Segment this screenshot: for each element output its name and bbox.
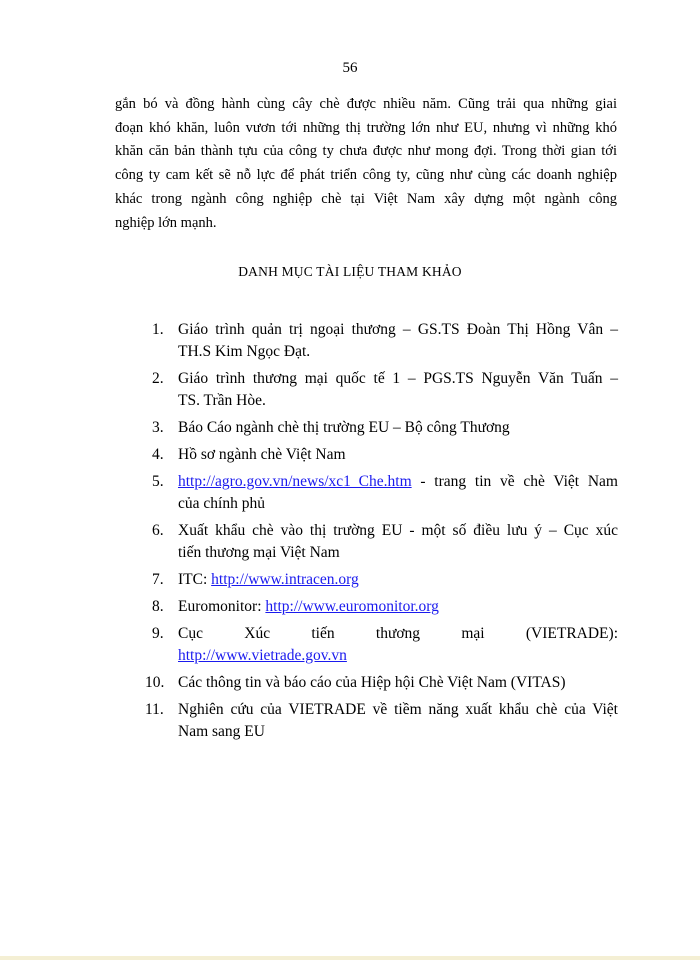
reference-text: Xuất khẩu chè vào thị trường EU - một số điều lưu ý – Cục xúc bbox=[178, 522, 618, 539]
reference-text: - trang tin về chè Việt Nam bbox=[411, 473, 618, 490]
reference-item-4 bbox=[152, 444, 618, 466]
reference-number: 7. bbox=[152, 571, 164, 588]
reference-item-7 bbox=[152, 569, 618, 591]
reference-number: 9. bbox=[152, 625, 164, 642]
reference-text: của chính phủ bbox=[178, 495, 265, 512]
reference-number: 3. bbox=[152, 419, 164, 436]
reference-number: 11. bbox=[145, 701, 164, 718]
reference-text: TH.S Kim Ngọc Đạt. bbox=[178, 343, 311, 360]
intro-line: công ty cam kết sẽ nỗ lực để phát triển công ty, cũng như cùng các doanh nghiệp bbox=[115, 167, 617, 184]
reference-item-6 bbox=[152, 520, 618, 564]
reference-text: Báo Cáo ngành chè thị trường EU – Bộ công Thương bbox=[178, 419, 510, 436]
reference-number: 5. bbox=[152, 473, 164, 490]
reference-line bbox=[178, 596, 618, 618]
reference-text: TS. Trần Hòe. bbox=[178, 392, 266, 409]
reference-text: Cục Xúc tiến thương mại (VIETRADE): bbox=[178, 625, 618, 642]
reference-line bbox=[178, 569, 618, 591]
agro-gov-link[interactable]: http://agro.gov.vn/news/xc1_Che.htm bbox=[178, 473, 412, 490]
reference-item-10 bbox=[145, 672, 618, 694]
intracen-link[interactable]: http://www.intracen.org bbox=[211, 571, 359, 588]
reference-item-11 bbox=[145, 699, 618, 743]
reference-item-9 bbox=[152, 623, 618, 667]
reference-item-2 bbox=[152, 368, 618, 412]
page-number: 56 bbox=[342, 60, 358, 76]
reference-line bbox=[178, 471, 618, 493]
reference-text: Giáo trình quản trị ngoại thương – GS.TS Đoàn Thị Hồng Vân – bbox=[178, 321, 618, 338]
reference-text: Hồ sơ ngành chè Việt Nam bbox=[178, 446, 346, 463]
reference-text: tiến thương mại Việt Nam bbox=[178, 544, 340, 561]
intro-line: khác trong ngành công nghiệp chè tại Việt Nam xây dựng một ngành công bbox=[115, 190, 617, 207]
reference-number: 1. bbox=[152, 321, 164, 338]
reference-item-8 bbox=[152, 596, 618, 618]
intro-paragraph bbox=[115, 93, 617, 235]
reference-number: 2. bbox=[152, 370, 164, 387]
reference-text: Nam sang EU bbox=[178, 723, 265, 740]
intro-line: nghiệp lớn mạnh. bbox=[115, 214, 217, 231]
vietrade-link[interactable]: http://www.vietrade.gov.vn bbox=[178, 647, 347, 664]
reference-number: 4. bbox=[152, 446, 164, 463]
intro-line: khăn căn bản thành tựu của công ty chưa được như mong đợi. Trong thời gian tới bbox=[115, 143, 617, 160]
reference-number: 10. bbox=[145, 674, 165, 691]
reference-line bbox=[178, 645, 618, 667]
reference-text: Giáo trình thương mại quốc tế 1 – PGS.TS Nguyễn Văn Tuấn – bbox=[178, 370, 618, 387]
reference-text: Euromonitor: bbox=[178, 598, 266, 615]
reference-item-1 bbox=[152, 319, 618, 363]
scan-edge bbox=[0, 956, 700, 960]
reference-text: Nghiên cứu của VIETRADE về tiềm năng xuất khẩu chè của Việt bbox=[178, 701, 618, 718]
reference-item-3 bbox=[152, 417, 618, 439]
reference-text: Các thông tin và báo cáo của Hiệp hội Chè Việt Nam (VITAS) bbox=[178, 674, 566, 691]
intro-line: đoạn khó khăn, luôn vươn tới những thị trường lớn như EU, nhưng vì những khó bbox=[115, 119, 617, 136]
reference-number: 8. bbox=[152, 598, 164, 615]
reference-number: 6. bbox=[152, 522, 164, 539]
intro-line: gắn bó và đồng hành cùng cây chè được nhiều năm. Cũng trải qua những giai bbox=[115, 96, 617, 112]
references-heading: DANH MỤC TÀI LIỆU THAM KHẢO bbox=[238, 264, 462, 279]
euromonitor-link[interactable]: http://www.euromonitor.org bbox=[265, 598, 439, 615]
references-list bbox=[145, 319, 618, 748]
reference-text: ITC: bbox=[178, 571, 212, 588]
reference-item-5 bbox=[152, 471, 618, 515]
